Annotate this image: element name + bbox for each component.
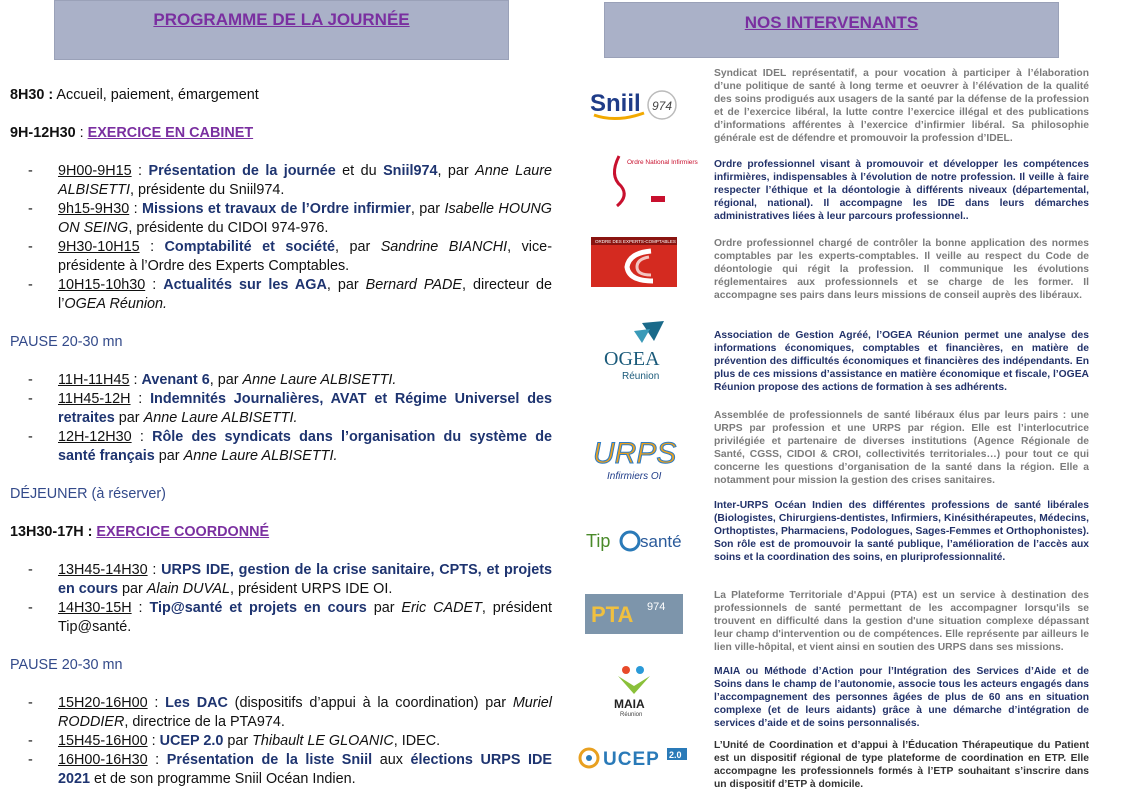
- talk-topic: Présentation de la journée: [148, 163, 336, 179]
- talk-topic: Présentation de la liste Sniil: [166, 752, 373, 768]
- late-afternoon-talks: [10, 694, 552, 789]
- pta-logo-num: 974: [647, 601, 666, 613]
- experts-comptables-description: Ordre professionnel chargé de contrôler la bonne application des normes comptables par les experts-comptables. Il veille au respect du Code de déontologie qui régit la profession. Il communique les évolutions réglementaires aux professionnels et se charge de les former. Il accompagne ses pairs dans leurs missions de conseil auprès des libéraux.: [714, 238, 1089, 301]
- pause-2: PAUSE 20-30 mn: [10, 657, 123, 673]
- intervenants-header-title: NOS INTERVENANTS: [744, 13, 919, 32]
- ordre-infirmier-description: Ordre professionnel visant à promouvoir et développer les compétences infirmières, indispensables à l’évolution de notre profession. Il veille à faire respecter l’éthique et la déontologie à différents niveaux (départemental, régional, national). Il accompagne les IDE dans leurs démarches administratives liées à leur parcours professionnel..: [714, 159, 1089, 222]
- afternoon-section-title: [10, 523, 552, 542]
- dash: -: [28, 600, 33, 616]
- dash: -: [28, 391, 33, 407]
- welcome-time: 8H30 :: [10, 87, 54, 103]
- talk-speaker: Bernard PADE: [365, 277, 462, 293]
- talk-time: 11H-11H45: [58, 372, 130, 388]
- talk-speaker: Isabelle HOUNG ON SEING: [58, 201, 552, 236]
- talk-sep: :: [131, 600, 150, 616]
- talk-time: 11H45-12H: [58, 391, 131, 407]
- talk-topic: Rôle des syndicats dans l’organisation du système de santé français: [58, 429, 552, 464]
- dash: -: [28, 277, 33, 293]
- ogea-description: Association de Gestion Agréé, l’OGEA Réunion permet une analyse des informations économiques, comptables et financières, en matière de prévention des difficultés économiques et financières des indépendants. En plus de ces missions d’assistance en matière économique et fiscale, l’OGEA Réunion propose des actions de formation à ses adhérents.: [714, 330, 1089, 393]
- talk-text: par: [154, 448, 184, 464]
- talk-topic: Tip@santé et projets en cours: [149, 600, 367, 616]
- welcome-text: Accueil, paiement, émargement: [53, 87, 259, 103]
- ordre-infirmier-logo: [584, 145, 698, 215]
- pta-logo: [584, 592, 684, 636]
- maia-description: MAIA ou Méthode d’Action pour l’Intégration des Services d’Aide et de Soins dans le champ de l’autonomie, associe tous les acteurs engagés dans l’accompagnement des personnes âgées de plus de 60 ans en situation complexe (et de leurs aidants) grâce à une démarche d’intégration de services d’aide et de soins personnalisés.: [714, 666, 1089, 729]
- talk-text: , directeur de l’: [58, 277, 552, 312]
- dash: -: [28, 695, 33, 711]
- talk-time: 16H00-16H30: [58, 752, 148, 768]
- talk-topic: UCEP 2.0: [159, 733, 224, 749]
- dash: -: [28, 752, 33, 768]
- intervenants-header: [604, 2, 1059, 58]
- speaker-sniil: [584, 66, 1089, 146]
- speaker-urps: [584, 408, 1089, 493]
- talk-item: [10, 428, 552, 466]
- talk-topic: Comptabilité et société: [164, 239, 335, 255]
- afternoon-talks: [10, 561, 552, 637]
- dash: -: [28, 429, 33, 445]
- tipsante-description: Inter-URPS Océan Indien des différentes professions de santé libérales (Biologistes, Chirurgiens-dentistes, Infirmiers, Kinésithérapeutes, Médecins, Orthoptistes, Pharmaciens, Podologues, Sages-Femmes et Orthophonistes). Son rôle est de promouvoir la santé publique, l’amélioration de l’accès aux soins et la coordination des soins, en pluriprofessionnalité.: [714, 500, 1089, 563]
- talk-time: 15H45-16H00: [58, 733, 148, 749]
- dash: -: [28, 733, 33, 749]
- speaker-tipsante: [584, 498, 1089, 583]
- sniil-logo-text: Sniil: [590, 90, 641, 117]
- tip-logo-text-a: Tip: [586, 531, 611, 551]
- dash: -: [28, 239, 33, 255]
- talk-text: par: [366, 600, 402, 616]
- talk-org: OGEA Réunion.: [64, 296, 168, 312]
- talk-topic: Indemnités Journalières, AVAT et Régime Universel des retraites: [58, 391, 552, 426]
- sniil-description: Syndicat IDEL représentatif, a pour vocation à participer à l’élaboration d’une politique de santé à long terme et oeuvrer à l’élévation de la qualité des soins prodigués aux usagers de la santé par la défense de la profession et de l’exercice libéral, la lutte contre l’exercice illégal et des publications d’informations afférentes à l’exercice d’infirmier libéral. Sa philosophie générale est de défendre et promouvoir la profession d’IDEL.: [714, 68, 1089, 144]
- lunch-line: DÉJEUNER (à réserver): [10, 486, 166, 502]
- talk-text: , par: [209, 372, 243, 388]
- talk-text: (dispositifs d’appui à la coordination) par: [227, 695, 513, 711]
- talk-sep: :: [131, 163, 149, 179]
- talk-text: et de son programme Sniil Océan Indien.: [90, 771, 356, 787]
- talk-topic: URPS IDE, gestion de la crise sanitaire, CPTS, et projets en cours: [58, 562, 552, 597]
- dash: -: [28, 562, 33, 578]
- talk-sep: :: [139, 239, 165, 255]
- talk-text: par: [223, 733, 253, 749]
- talk-item: [10, 561, 552, 599]
- talk-text: , par: [410, 201, 445, 217]
- urps-logo: [584, 426, 684, 486]
- talk-text: , par: [334, 239, 381, 255]
- ordre-logo-text: Ordre National Infirmiers: [627, 159, 698, 166]
- talk-time: 9h15-9H30: [58, 201, 130, 217]
- talk-speaker: Anne Laure ALBISETTI: [58, 163, 552, 198]
- talk-sep: :: [147, 695, 166, 711]
- talk-sep: :: [131, 429, 153, 445]
- afternoon-section-link[interactable]: EXERCICE COORDONNÉ: [96, 524, 270, 540]
- talk-speaker: Muriel RODDIER: [58, 695, 552, 730]
- ogea-logo-text: OGEA: [604, 348, 660, 370]
- afternoon-time: 13H30-17H :: [10, 524, 97, 540]
- pta-logo-text: PTA: [591, 602, 634, 627]
- talk-text: , directrice de la PTA974.: [124, 714, 285, 730]
- programme-header-title: PROGRAMME DE LA JOURNÉE: [153, 10, 410, 29]
- speaker-maia: [584, 664, 1089, 734]
- morning-talks: [10, 162, 552, 314]
- experts-logo-text: ORDRE DES EXPERTS-COMPTABLES: [595, 239, 676, 244]
- talk-item: [10, 694, 552, 732]
- pta-description: La Plateforme Territoriale d'Appui (PTA) est un service à destination des professionnels de santé permettant de les accompagner lorsqu'ils se trouvent en difficulté dans la gestion d'une situation complexe dépassant leur champ d'intervention ou de compétences. Elle représente par ailleurs le lien ville-hôpital, et vient ainsi en soutien des URPS dans ses missions.: [714, 590, 1089, 653]
- talk-item: [10, 390, 552, 428]
- urps-logo-text: URPS: [593, 437, 677, 470]
- talk-text: , président URPS IDE OI.: [229, 581, 393, 597]
- speaker-ogea: [584, 318, 1089, 398]
- maia-logo-text: MAIA: [614, 697, 645, 711]
- ucep-logo: [584, 740, 684, 774]
- programme-column: [10, 86, 552, 789]
- talk-sep: :: [130, 391, 151, 407]
- talk-item: [10, 276, 552, 314]
- talk-speaker: Anne Laure ALBISETTI.: [242, 372, 397, 388]
- talk-speaker: Sandrine BIANCHI: [380, 239, 508, 255]
- talk-sep: :: [145, 277, 164, 293]
- pause-1: PAUSE 20-30 mn: [10, 334, 123, 350]
- talk-text: , présidente du CIDOI 974-976.: [128, 220, 329, 236]
- ucep-logo-ver: 2.0: [669, 750, 682, 760]
- talk-sep: :: [129, 201, 142, 217]
- talk-item: [10, 162, 552, 200]
- talk-topic: Missions et travaux de l’Ordre infirmier: [141, 201, 411, 217]
- talk-item: [10, 751, 552, 789]
- tipsante-logo: [584, 522, 684, 556]
- ucep-description: L’Unité de Coordination et d’appui à l’Éducation Thérapeutique du Patient est un dispositif régional de type plateforme de coordination en ETP. Elle accompagne les professionnels formés à l’ETP souhaitant s’inscrire dans un dispositif d’ETP à domicile.: [714, 740, 1089, 790]
- talk-topic: Actualités sur les AGA: [163, 277, 327, 293]
- ucep-logo-text: UCEP: [603, 749, 660, 770]
- programme-header: [54, 0, 509, 60]
- talk-sep: :: [147, 562, 162, 578]
- talk-topic: élections URPS IDE 2021: [58, 752, 553, 787]
- welcome-line: [10, 86, 552, 105]
- speaker-ordre-infirmier: [584, 155, 1089, 235]
- talk-time: 15H20-16H00: [58, 695, 148, 711]
- speaker-ucep: [584, 740, 1089, 792]
- talk-sep: :: [129, 372, 142, 388]
- talk-speaker: Alain DUVAL: [146, 581, 230, 597]
- morning-sep: :: [75, 125, 88, 141]
- talk-time: 9H00-9H15: [58, 163, 132, 179]
- morning-time: 9H-12H30: [10, 125, 76, 141]
- talk-time: 13H45-14H30: [58, 562, 148, 578]
- morning-section-title: [10, 124, 552, 143]
- talk-speaker: Anne Laure ALBISETTI.: [183, 448, 338, 464]
- talk-text: aux: [372, 752, 411, 768]
- talk-text: , président Tip@santé.: [58, 600, 552, 635]
- talk-time: 9H30-10H15: [58, 239, 140, 255]
- talk-item: [10, 238, 552, 276]
- talk-topic: Avenant 6: [141, 372, 210, 388]
- talk-time: 12H-12H30: [58, 429, 132, 445]
- talk-speaker: Anne Laure ALBISETTI.: [143, 410, 298, 426]
- talk-text: , vice-présidente à l’Ordre des Experts Comptables.: [58, 239, 552, 274]
- ogea-logo-sub: Réunion: [622, 371, 660, 382]
- talk-text: par: [117, 581, 147, 597]
- ogea-logo: [584, 318, 684, 388]
- talk-speaker: Eric CADET: [401, 600, 482, 616]
- talk-item: [10, 732, 552, 751]
- talk-topic: Sniil974: [383, 163, 438, 179]
- speaker-pta: [584, 588, 1089, 658]
- dash: -: [28, 372, 33, 388]
- talk-text: par: [114, 410, 144, 426]
- talk-text: , présidente du Sniil974.: [129, 182, 285, 198]
- talk-text: , par: [326, 277, 366, 293]
- talk-topic: Les DAC: [165, 695, 228, 711]
- sniil-logo-num: 974: [652, 99, 673, 113]
- late-morning-talks: [10, 371, 552, 466]
- talk-time: 10H15-10h30: [58, 277, 146, 293]
- dash: -: [28, 163, 33, 179]
- talk-item: [10, 599, 552, 637]
- talk-sep: :: [147, 752, 167, 768]
- experts-comptables-logo: [584, 236, 684, 288]
- talk-text: , par: [437, 163, 476, 179]
- maia-logo-sub: Réunion: [620, 712, 643, 718]
- talk-speaker: Thibault LE GLOANIC: [252, 733, 394, 749]
- talk-time: 14H30-15H: [58, 600, 132, 616]
- talk-item: [10, 200, 552, 238]
- urps-description: Assemblée de professionnels de santé libéraux élus par leurs pairs : une URPS par profession et une URPS par région. Elle est l’interlocutrice privilégiée et partenaire de diverses institutions (Agence Régionale de Santé, CGSS, CIDOI & CROI, collectivités territoriales…) pour tout ce qui concerne les questions d’organisation de la santé dans la région. Elle a notamment pour mission la gestion des crises sanitaires.: [714, 410, 1089, 486]
- dash: -: [28, 201, 33, 217]
- talk-text: et du: [335, 163, 384, 179]
- talk-item: [10, 371, 552, 390]
- talk-text: , IDEC.: [393, 733, 441, 749]
- sniil-logo: [584, 72, 684, 132]
- talk-sep: :: [147, 733, 160, 749]
- urps-logo-sub: Infirmiers OI: [607, 471, 662, 482]
- morning-section-link[interactable]: EXERCICE EN CABINET: [87, 125, 254, 141]
- tip-logo-text-b: santé: [640, 532, 682, 551]
- speaker-experts-comptables: [584, 236, 1089, 316]
- maia-logo: [584, 662, 684, 718]
